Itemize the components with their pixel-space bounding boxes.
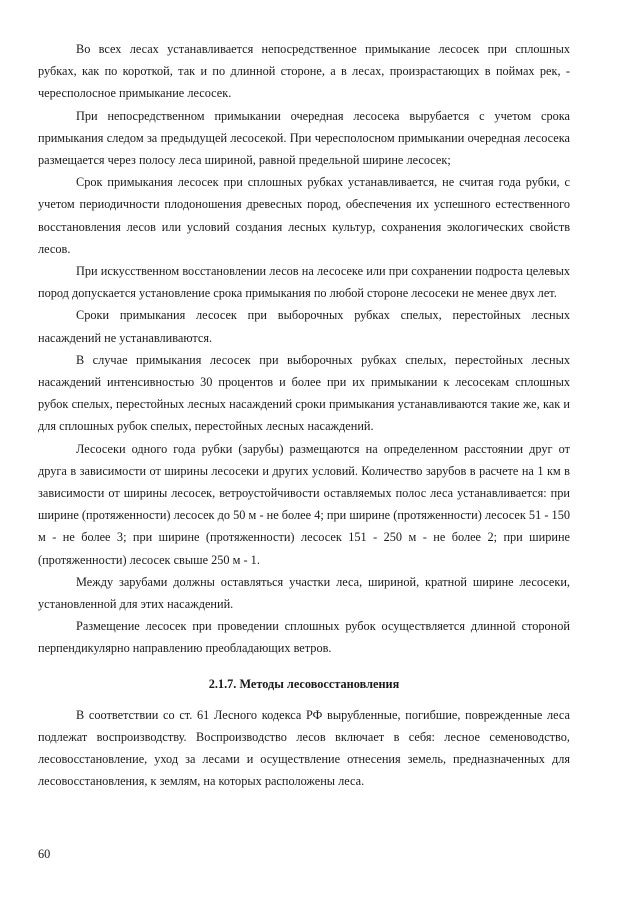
paragraph-direct-adjoining: При непосредственном примыкании очередная лесосека вырубается с учетом срока примыкания следом за предыдущей лесосекой. При чересполосном примыкании очередная лесосека размещается через полосу леса шириной, равной предельной ширине лесосек;: [38, 108, 570, 168]
paragraph-cutting-areas-placement: Лесосеки одного года рубки (зарубы) размещаются на определенном расстоянии друг от друга в зависимости от ширины лесосеки и других условий. Количество зарубов в расчете на 1 км в зависимости от ширины лесосек, ветроустойчивости оставляемых полос леса устанавливается: при ширине (протяженности) лесосек до 50 м - не более 4; при ширине (протяженности) лесосек 51 - 150 м - не более 3; при ширине (протяженности) лесосек 151 - 250 м - не более 2; при ширине (протяженности) лесосек свыше 250 м - 1.: [38, 441, 570, 567]
paragraph-adjoining-cutting-areas: Во всех лесах устанавливается непосредственное примыкание лесосек при сплошных рубках, как по короткой, так и по длинной стороне, а в лесах, произрастающих в поймах рек, - чересполосное примыкание лесосек.: [38, 42, 570, 101]
paragraph-forest-reproduction: В соответствии со ст. 61 Лесного кодекса РФ вырубленные, погибшие, поврежденные леса подлежат воспроизводству. Воспроизводство лесов включает в себя: лесное семеноводство, лесовосстановление, уход за лесами и осуществление отнесения земель, предназначенных для лесовосстановления, к землям, на которых расположены леса.: [38, 707, 570, 789]
paragraph-adjoining-term: Срок примыкания лесосек при сплошных рубках устанавливается, не считая года рубки, с учетом периодичности плодоношения древесных пород, обеспечения их успешного естественного восстановления лесов или условий создания лесных культур, сохранения экологических свойств лесов.: [38, 175, 570, 256]
paragraph-artificial-restoration: При искусственном восстановлении лесов на лесосеке или при сохранении подроста целевых пород допускается установление срока примыкания по любой стороне лесосеки не менее двух лет.: [38, 264, 570, 301]
paragraph-selective-cutting-terms: Сроки примыкания лесосек при выборочных рубках спелых, перестойных лесных насаждений не устанавливаются.: [38, 308, 570, 345]
paragraph-selective-cutting-intensity: В случае примыкания лесосек при выборочных рубках спелых, перестойных лесных насаждений интенсивностью 30 процентов и более при их примыкании к лесосекам сплошных рубок спелых, перестойных лесных насаждений сроки примыкания устанавливаются такие же, как и для сплошных рубок спелых, перестойных лесных насаждений.: [38, 352, 570, 434]
paragraph-wind-orientation: Размещение лесосек при проведении сплошных рубок осуществляется длинной стороной перпендикулярно направлению преобладающих ветров.: [38, 619, 570, 656]
paragraph-forest-strips: Между зарубами должны оставляться участки леса, шириной, кратной ширине лесосеки, установленной для этих насаждений.: [38, 574, 570, 612]
section-heading: 2.1.7. Методы лесовосстановления: [208, 676, 400, 691]
page-number: 60: [38, 847, 51, 861]
